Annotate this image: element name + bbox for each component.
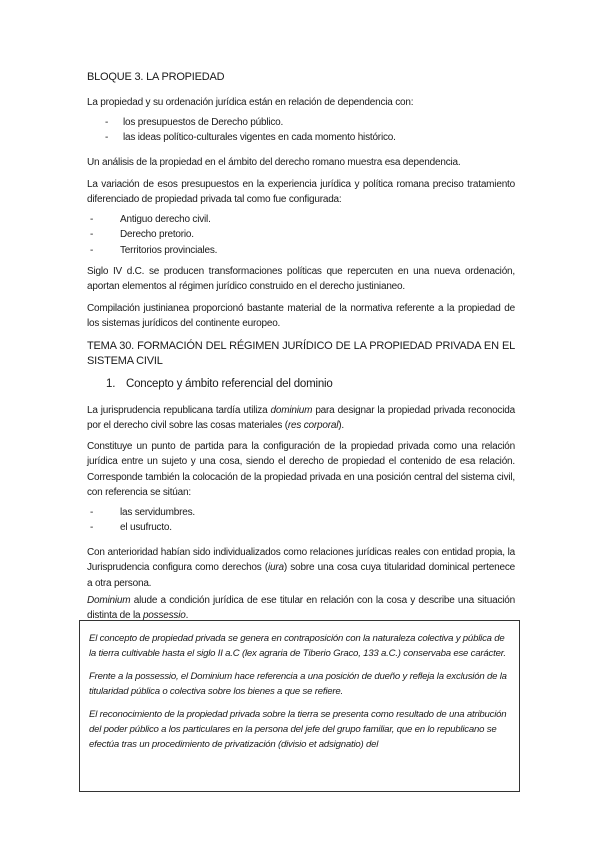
box-paragraph: El concepto de propiedad privada se genera en contraposición con la naturaleza colectiva y pública de la tierra cultivable hasta el siglo II a.C (lex agraria de Tiberio Graco, 133 a.C.) conservaba ese carácter. [89, 633, 506, 660]
list-item: - el usufructo. [87, 520, 515, 535]
term-dominium: dominium [270, 405, 313, 416]
text-run: ) sobre una cosa cuya titularidad dominical pertenece a otra persona. [87, 562, 515, 589]
intro-list [87, 115, 515, 146]
siglo-iv-paragraph: Siglo IV d.C. se producen transformaciones políticas que repercuten en una nueva ordenación, aportan elementos al régimen jurídico construido en el derecho justinianeo. [87, 266, 515, 293]
section-number: 1. [106, 378, 116, 390]
text-run: alude a condición jurídica de ese titular en relación con la cosa y describe una situación distinta de la [87, 595, 515, 622]
box-paragraph: Frente a la possessio, el Dominium hace referencia a una posición de dueño y refleja la exclusión de la titularidad pública o colectiva sobre los bienes a que se refiere. [89, 670, 507, 698]
term-dominium: Dominium [87, 595, 131, 606]
text-run: La jurisprudencia republicana tardía utiliza [87, 405, 271, 416]
list-item: - las servidumbres. [87, 505, 515, 520]
list-item: - Antiguo derecho civil. [87, 212, 515, 227]
constituye-list [87, 505, 515, 536]
list-item: - las ideas político-culturales vigentes en cada momento histórico. [87, 130, 515, 145]
jurisprudencia-paragraph [87, 403, 515, 434]
list-item: - Territorios provinciales. [87, 243, 515, 258]
section-heading [87, 377, 534, 392]
text-run: ). [338, 420, 344, 432]
box-paragraph: El reconocimiento de la propiedad privada sobre la tierra se presenta como resultado de una atribución del poder público a los particulares en la persona del jefe del grupo familiar, que en lo republicano se efectúa tras un procedimiento de privatización (divisio et adsignatio) del [89, 708, 507, 751]
text-run: para designar la propiedad privada reconocida por el derecho civil sobre las cosas materiales ( [87, 405, 515, 432]
tema-heading: TEMA 30. FORMACIÓN DEL RÉGIMEN JURÍDICO DE LA PROPIEDAD PRIVADA EN EL SISTEMA CIVIL [87, 340, 515, 368]
constituye-paragraph: Constituye un punto de partida para la configuración de la propiedad privada como una relación jurídica entre un sujeto y una cosa, siendo el derecho de propiedad el contenido de esa relación. Corresponde también la colocación de la propiedad privada en una posición central del sistema civil, con referencia se sitúan: [87, 441, 515, 499]
variation-list [87, 212, 515, 258]
text-run: . [185, 610, 189, 622]
block-heading: BLOQUE 3. LA PROPIEDAD [87, 71, 225, 83]
term-possessio: possessio [142, 610, 186, 622]
summary-box [79, 620, 520, 792]
term-res-corporal: res corporal [287, 420, 339, 432]
text-run: Con anterioridad habían sido individualizados como relaciones jurídicas reales con entidad propia, la Jurisprudencia configura como derechos ( [87, 547, 515, 574]
analysis-paragraph: Un análisis de la propiedad en el ámbito del derecho romano muestra esa dependencia. [87, 157, 461, 168]
list-item: - los presupuestos de Derecho público. [87, 115, 515, 130]
intro-paragraph: La propiedad y su ordenación jurídica están en relación de dependencia con: [87, 97, 414, 108]
anterioridad-paragraph [87, 545, 515, 591]
list-item: - Derecho pretorio. [87, 227, 515, 242]
section-title: Concepto y ámbito referencial del dominio [126, 378, 333, 390]
compilacion-paragraph: Compilación justinianea proporcionó bastante material de la normativa referente a la propiedad de los sistemas jurídicos del continente europeo. [87, 303, 515, 330]
variation-paragraph: La variación de esos presupuestos en la experiencia jurídica y política romana preciso tratamiento diferenciado de propiedad privada tal como fue configurada: [87, 179, 515, 206]
term-iura: iura [268, 562, 284, 574]
